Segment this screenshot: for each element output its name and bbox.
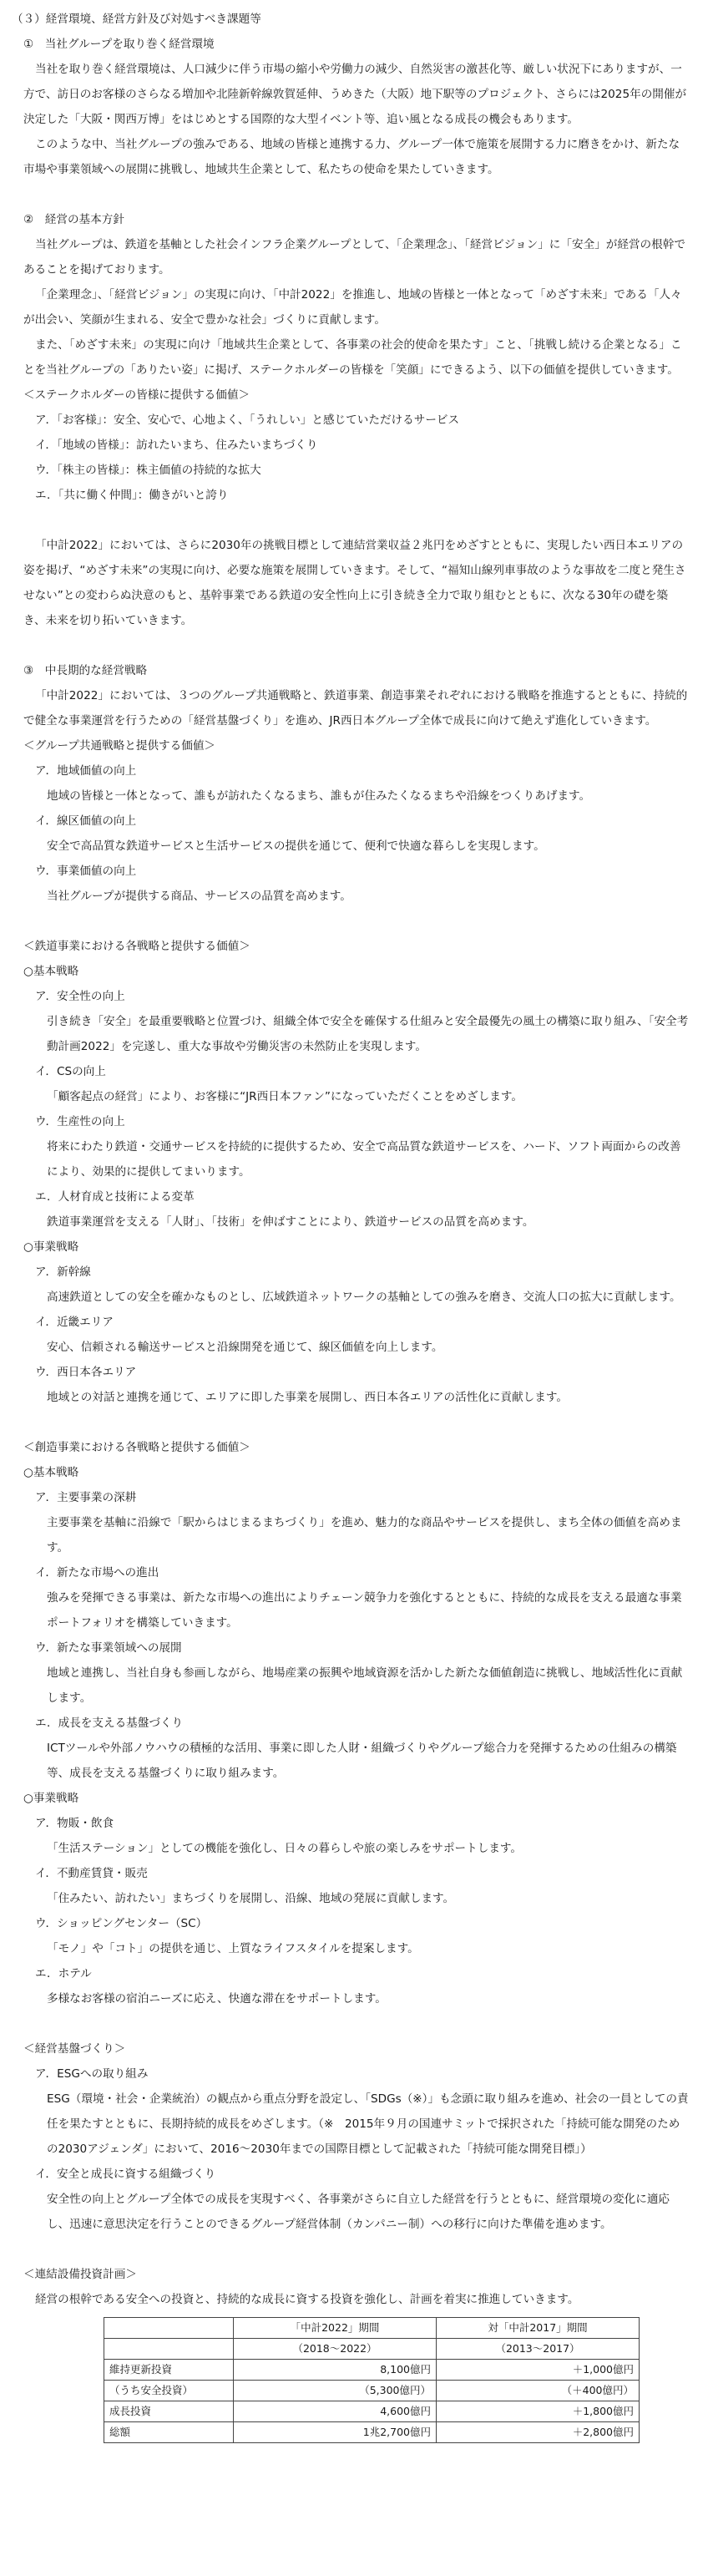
paragraph: ① 当社グループを取り巻く経営環境 — [23, 38, 215, 51]
row-value-diff: ＋2,800億円 — [437, 2422, 640, 2443]
paragraph: ＜グループ共通戦略と提供する価値＞ — [23, 739, 216, 753]
table-row — [104, 2401, 640, 2422]
paragraph: エ．人材育成と技術による変革 — [35, 1190, 195, 1204]
paragraph: ＜創造事業における各戦略と提供する価値＞ — [23, 1441, 250, 1454]
paragraph: （３）経営環境、経営方針及び対処すべき課題等 — [12, 13, 261, 26]
paragraph: 「住みたい、訪れたい」まちづくりを展開し、沿線、地域の発展に貢献します。 — [47, 1892, 455, 1905]
paragraph: ICTツールや外部ノウハウの積極的な活用、事業に即した人財・組織づくりやグループ総合力を発揮するための仕組みの構築等、成長を支える基盤づくりに取り組みます。 — [47, 1742, 677, 1780]
paragraph: 経営の根幹である安全への投資と、持続的な成長に資する投資を強化し、計画を着実に推進していきます。 — [35, 2293, 579, 2306]
paragraph: 将来にわたり鉄道・交通サービスを持続的に提供するため、安全で高品質な鉄道サービスを、ハード、ソフト両面からの改善により、効果的に提供してまいります。 — [47, 1140, 681, 1179]
row-label: 総額 — [104, 2422, 234, 2443]
paragraph: 当社を取り巻く経営環境は、人口減少に伴う市場の縮小や労働力の減少、自然災害の激甚化等、厳しい状況下にありますが、一方で、訪日のお客様のさらなる増加や北陸新幹線敦賀延伸、うめきた（大阪）地下駅等のプロジェクト、さらには2025年の開催が決定した「大阪・関西万博」をはじめとする国際的な大型イベント等、追い風となる成長の機会もあります。 — [23, 63, 687, 126]
paragraph: 地域との対話と連携を通じて、エリアに即した事業を展開し、西日本各エリアの活性化に貢献します。 — [47, 1391, 568, 1404]
paragraph: ア．安全性の向上 — [35, 990, 125, 1003]
row-value-diff: ＋1,000億円 — [437, 2360, 640, 2381]
paragraph: ③ 中長期的な経営戦略 — [23, 664, 148, 677]
paragraph: ア．「お客様」：安全、安心で、心地よく、「うれしい」と感じていただけるサービス — [35, 413, 460, 427]
paragraph: ア．新幹線 — [35, 1265, 91, 1279]
paragraph: このような中、当社グループの強みである、地域の皆様と連携する力、グループ一体で施策を展開する力に磨きをかけ、新たな市場や事業領域への展開に挑戦し、地域共生企業として、私たちの使命を果たしていきます。 — [23, 138, 680, 176]
table-header-current: 「中計2022」期間 — [234, 2318, 437, 2339]
paragraph: ＜ステークホルダーの皆様に提供する価値＞ — [23, 388, 250, 402]
paragraph: ウ．西日本各エリア — [35, 1366, 137, 1379]
paragraph: イ．安全と成長に資する組織づくり — [35, 2168, 216, 2181]
table-header-previous-period: （2013～2017） — [437, 2339, 640, 2360]
row-label: （うち安全投資） — [104, 2381, 234, 2401]
paragraph: イ．近畿エリア — [35, 1316, 114, 1329]
paragraph: ウ．新たな事業領域への展開 — [35, 1641, 182, 1655]
spacer — [12, 2011, 690, 2036]
paragraph: ○事業戦略 — [23, 1240, 79, 1254]
paragraph: 当社グループが提供する商品、サービスの品質を高めます。 — [47, 890, 351, 903]
paragraph: ウ．「株主の皆様」：株主価値の持続的な拡大 — [35, 464, 261, 477]
paragraph: ア．主要事業の深耕 — [35, 1491, 137, 1504]
spacer — [12, 633, 690, 658]
spacer — [12, 909, 690, 934]
table-header-current-period: （2018～2022） — [234, 2339, 437, 2360]
paragraph: イ．線区価値の向上 — [35, 814, 137, 828]
paragraph: ○事業戦略 — [23, 1792, 79, 1805]
spacer — [12, 182, 690, 207]
paragraph: 当社グループは、鉄道を基軸とした社会インフラ企業グループとして、「企業理念」、「経営ビジョン」に「安全」が経営の根幹であることを掲げております。 — [23, 238, 685, 276]
paragraph: エ．「共に働く仲間」：働きがいと誇り — [35, 489, 229, 502]
paragraph: 安心、信頼される輸送サービスと沿線開発を通じて、線区価値を向上します。 — [47, 1341, 443, 1354]
paragraph: 「中計2022」においては、さらに2030年の挑戦目標として連結営業収益２兆円をめざすとともに、実現したい西日本エリアの姿を掲げ、“めざす未来”の実現に向け、必要な施策を展開していきます。そして、“福知山線列車事故のような事故を二度と発生させない”との変わらぬ決意のもと、基幹事業である鉄道の安全性向上に引き続き全力で取り組むとともに、次なる30年の礎を築き、未来を切り拓いていきます。 — [23, 539, 686, 627]
table-header-previous: 対「中計2017」期間 — [437, 2318, 640, 2339]
paragraph: 鉄道事業運営を支える「人財」、「技術」を伸ばすことにより、鉄道サービスの品質を高めます。 — [47, 1215, 534, 1229]
paragraph: ア．地域価値の向上 — [35, 764, 137, 778]
paragraph: また、「めざす未来」の実現に向け「地域共生企業として、各事業の社会的使命を果たす」こと、「挑戦し続ける企業となる」ことを当社グループの「ありたい姿」に掲げ、ステークホルダーの皆様を「笑顔」にできるよう、以下の価値を提供していきます。 — [23, 338, 682, 377]
paragraph: ＜経営基盤づくり＞ — [23, 2042, 126, 2056]
paragraph: イ．新たな市場への進出 — [35, 1566, 159, 1580]
table-corner — [104, 2339, 234, 2360]
paragraph: 主要事業を基軸に沿線で「駅からはじまるまちづくり」を進め、魅力的な商品やサービスを提供し、まち全体の価値を高めます。 — [47, 1516, 682, 1554]
table-row — [104, 2381, 640, 2401]
investment-plan-table — [104, 2317, 640, 2443]
paragraph: 安全性の向上とグループ全体での成長を実現すべく、各事業がさらに自立した経営を行うとともに、経営環境の変化に適応し、迅速に意思決定を行うことのできるグループ経営体制（カンパニー制）への移行に向けた準備を進めます。 — [47, 2193, 670, 2231]
paragraph: ア．ESGへの取り組み — [35, 2067, 149, 2081]
paragraph: 「生活ステーション」としての機能を強化し、日々の暮らしや旅の楽しみをサポートします。 — [47, 1842, 523, 1855]
paragraph: ② 経営の基本方針 — [23, 213, 124, 226]
row-value-current: （5,300億円） — [234, 2381, 437, 2401]
paragraph: イ．CSの向上 — [35, 1065, 106, 1078]
paragraph: 多様なお客様の宿泊ニーズに応え、快適な滞在をサポートします。 — [47, 1992, 387, 2006]
row-value-current: 4,600億円 — [234, 2401, 437, 2422]
paragraph: ウ．ショッピングセンター（SC） — [35, 1917, 208, 1930]
paragraph: 地域の皆様と一体となって、誰もが訪れたくなるまち、誰もが住みたくなるまちや沿線をつくりあげます。 — [47, 789, 591, 803]
paragraph: ウ．生産性の向上 — [35, 1115, 125, 1128]
spacer — [12, 1410, 690, 1435]
paragraph: ○基本戦略 — [23, 965, 79, 978]
paragraph: 地域と連携し、当社自身も参画しながら、地場産業の振興や地域資源を活かした新たな価値創造に挑戦し、地域活性化に貢献します。 — [47, 1666, 683, 1705]
paragraph: 「顧客起点の経営」により、お客様に“JR西日本ファン”になっていただくことをめざします。 — [47, 1090, 523, 1103]
spacer — [12, 508, 690, 533]
row-label: 維持更新投資 — [104, 2360, 234, 2381]
spacer — [12, 2237, 690, 2262]
table-row — [104, 2422, 640, 2443]
paragraph: イ．「地域の皆様」：訪れたいまち、住みたいまちづくり — [35, 439, 318, 452]
paragraph: ＜鉄道事業における各戦略と提供する価値＞ — [23, 940, 250, 953]
paragraph: 安全で高品質な鉄道サービスと生活サービスの提供を通じて、便利で快適な暮らしを実現します。 — [47, 839, 545, 853]
paragraph: ESG（環境・社会・企業統治）の観点から重点分野を設定し、「SDGs（※）」も念頭に取り組みを進め、社会の一員としての責任を果たすとともに、長期持続的成長をめざします。（※ 2015年９月の国連サミットで採択された「持続可能な開発のための2030アジェンダ」において、2016～2030年までの国際目標として記載された「持続可能な開発目標」） — [47, 2092, 689, 2156]
paragraph: ア．物販・飲食 — [35, 1817, 114, 1830]
paragraph: エ．成長を支える基盤づくり — [35, 1716, 184, 1730]
table-row — [104, 2360, 640, 2381]
table-corner — [104, 2318, 234, 2339]
paragraph: 強みを発揮できる事業は、新たな市場への進出によりチェーン競争力を強化するとともに、持続的な成長を支える最適な事業ポートフォリオを構築していきます。 — [47, 1591, 682, 1630]
paragraph: ＜連結設備投資計画＞ — [23, 2268, 137, 2281]
paragraph: イ．不動産賃貸・販売 — [35, 1867, 148, 1880]
paragraph: ウ．事業価値の向上 — [35, 865, 137, 878]
row-value-current: 1兆2,700億円 — [234, 2422, 437, 2443]
paragraph: 高速鉄道としての安全を確かなものとし、広域鉄道ネットワークの基軸としての強みを磨き、交流人口の拡大に貢献します。 — [47, 1291, 681, 1304]
row-value-diff: ＋1,800億円 — [437, 2401, 640, 2422]
paragraph: 「モノ」や「コト」の提供を通じ、上質なライフスタイルを提案します。 — [47, 1942, 419, 1955]
paragraph: 「企業理念」、「経営ビジョン」の実現に向け、「中計2022」を推進し、地域の皆様と一体となって「めざす未来」である「人々が出会い、笑顔が生まれる、安全で豊かな社会」づくりに貢献します。 — [23, 288, 682, 327]
row-value-current: 8,100億円 — [234, 2360, 437, 2381]
row-label: 成長投資 — [104, 2401, 234, 2422]
paragraph: 「中計2022」においては、３つのグループ共通戦略と、鉄道事業、創造事業それぞれにおける戦略を推進するとともに、持続的で健全な事業運営を行うための「経営基盤づくり」を進め、JR西日本グループ全体で成長に向けて絶えず進化していきます。 — [23, 689, 688, 728]
paragraph: 引き続き「安全」を最重要戦略と位置づけ、組織全体で安全を確保する仕組みと安全最優先の風土の構築に取り組み、「安全考動計画2022」を完遂し、重大な事故や労働災害の未然防止を実現します。 — [47, 1015, 689, 1053]
paragraph: エ．ホテル — [35, 1967, 92, 1980]
paragraph: ○基本戦略 — [23, 1466, 79, 1479]
row-value-diff: （＋400億円） — [437, 2381, 640, 2401]
